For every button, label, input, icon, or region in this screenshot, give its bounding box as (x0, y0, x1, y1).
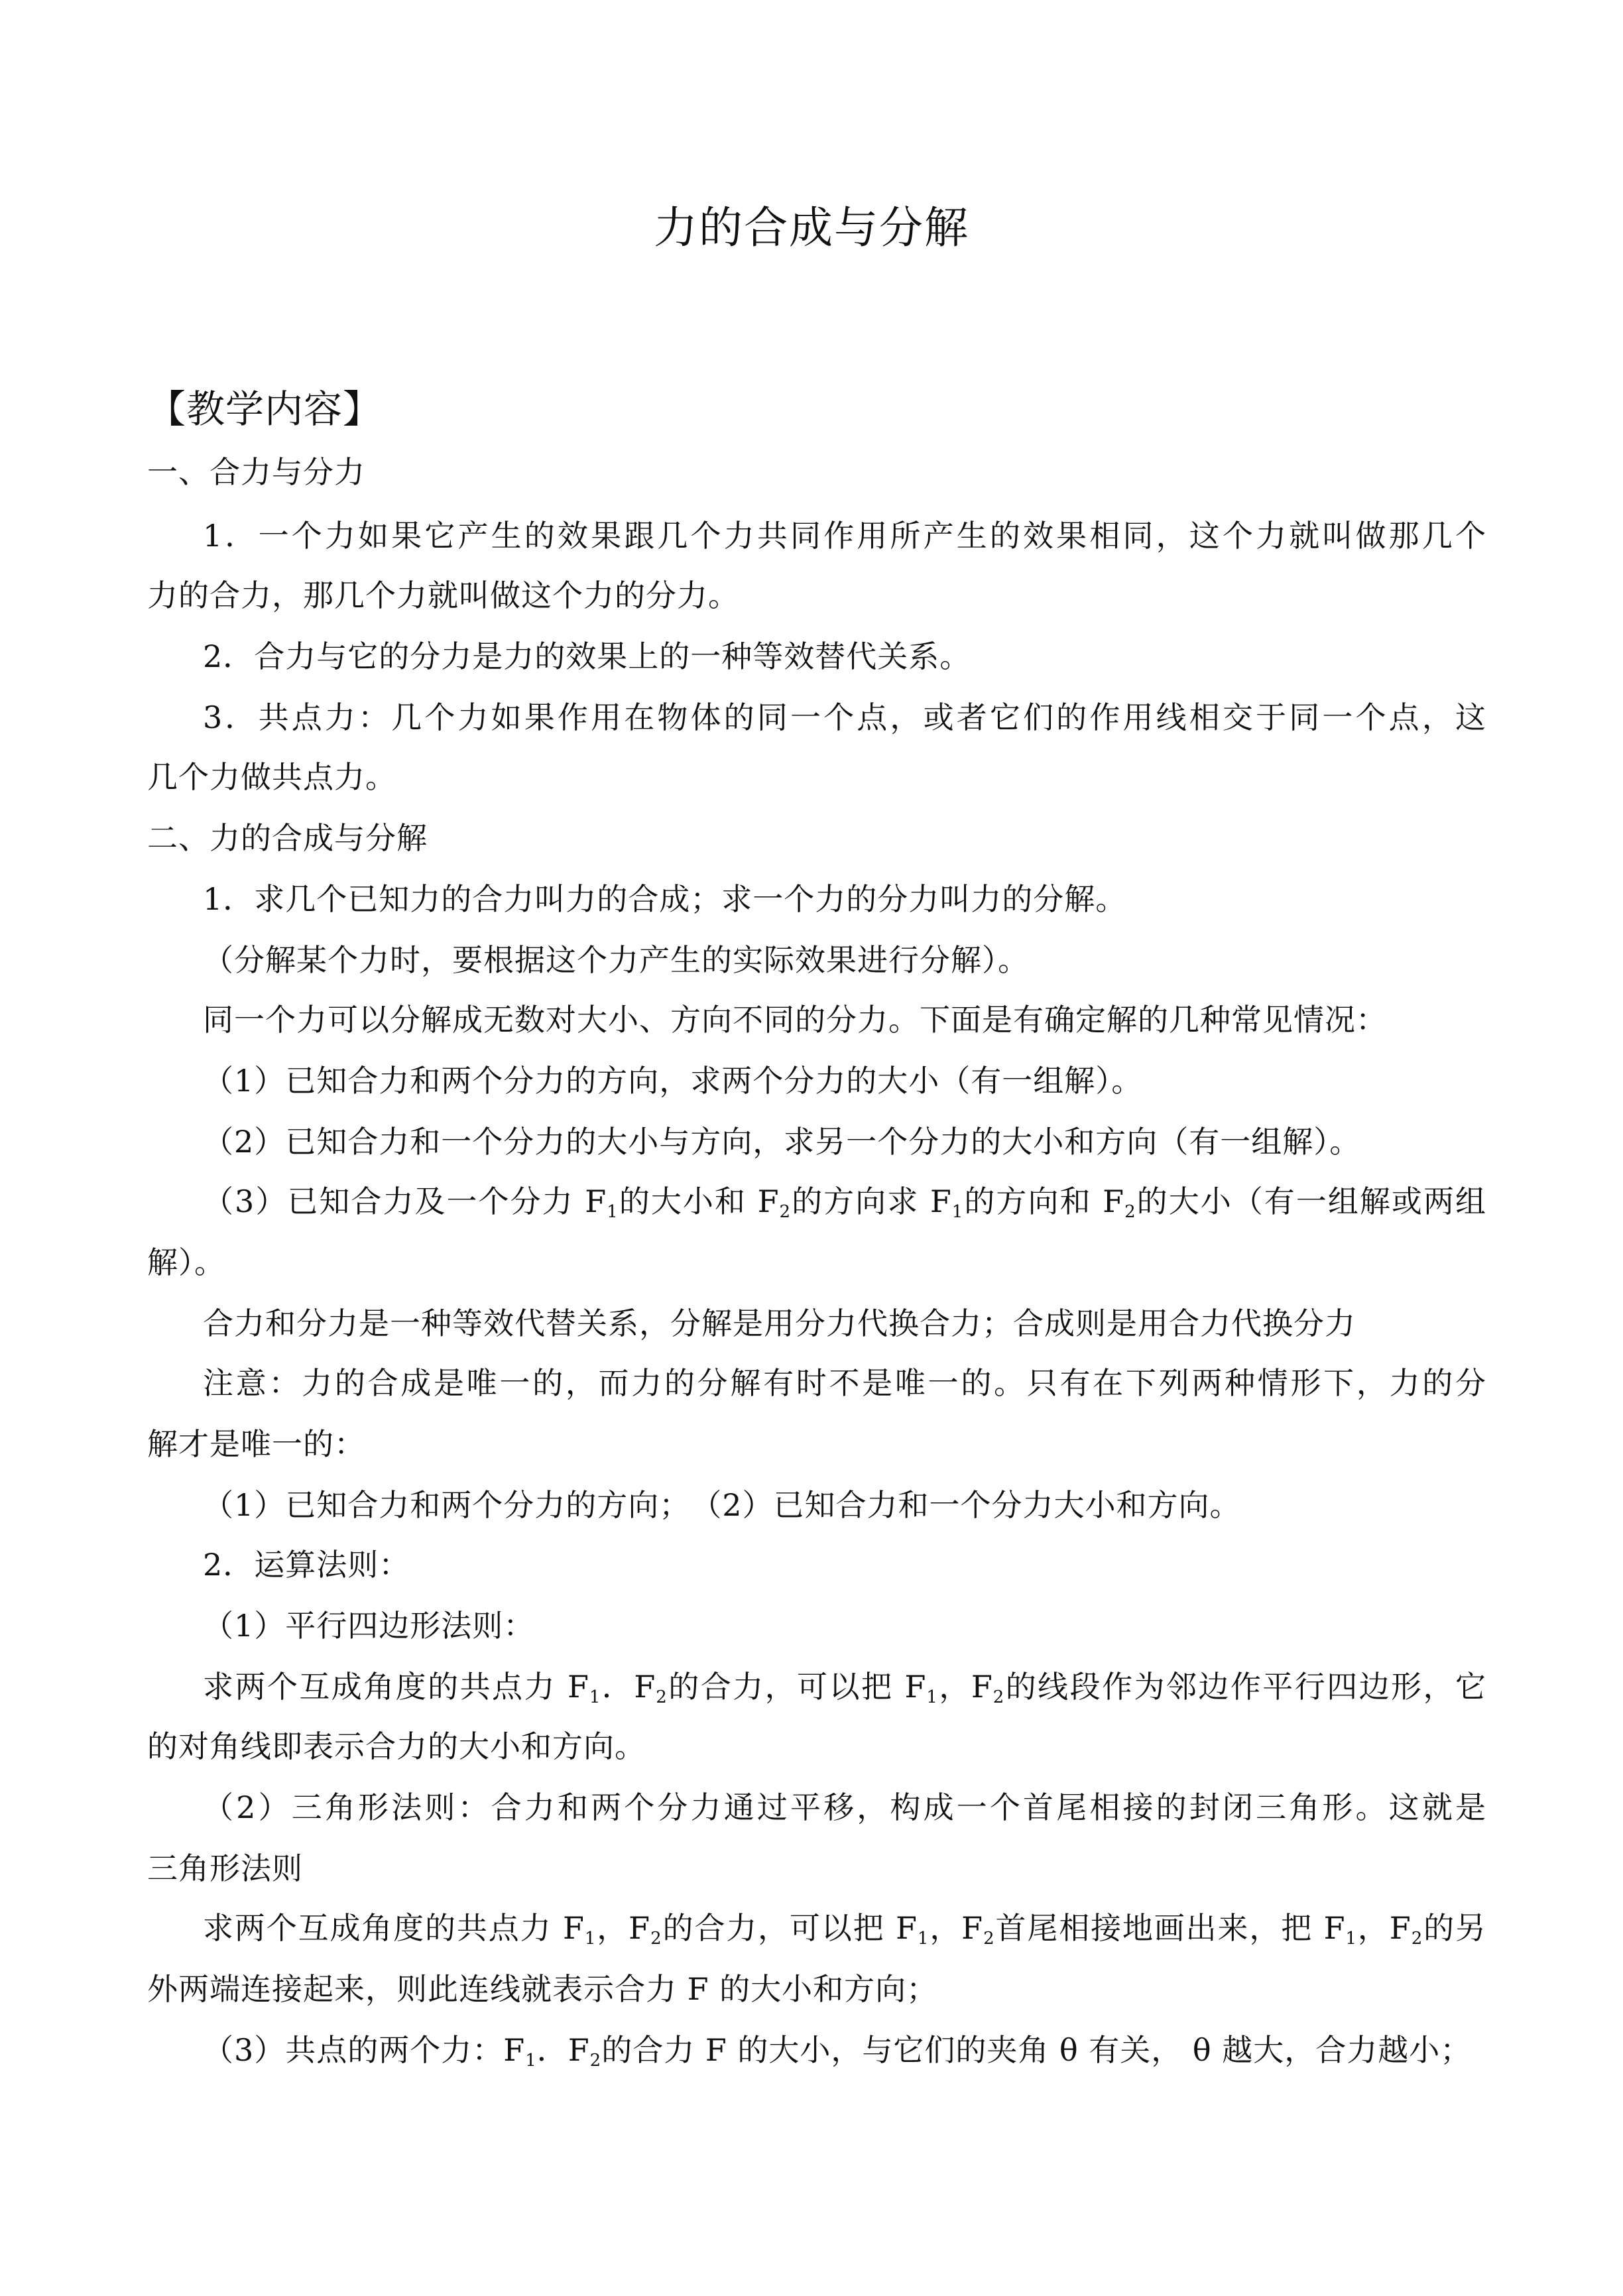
part2-paragraph1-note: （分解某个力时，要根据这个力产生的实际效果进行分解）。 (203, 942, 1029, 978)
part2-paragraph2: 同一个力可以分解成无数对大小、方向不同的分力。下面是有确定解的几种常见情况： (203, 1002, 1387, 1038)
part2-paragraph1: 1．求几个已知力的合力叫力的合成；求一个力的分力叫力的分解。 (203, 881, 1127, 917)
decomposition-case-1: （1）已知合力和两个分力的方向，求两个分力的大小（有一组解）。 (203, 1063, 1143, 1099)
decomposition-case-3-line2: 解）。 (147, 1244, 225, 1280)
page-title: 力的合成与分解 (654, 202, 969, 253)
decomposition-case-2: （2）已知合力和一个分力的大小与方向，求另一个分力的大小和方向（有一组解）。 (203, 1124, 1361, 1160)
rule2-desc-line1: 求两个互成角度的共点力 $F_1$，$F_2$的合力，可以把 $F_1$，$F_2$首尾相接地画出来，把 $F_1$，$F_2$的另 (203, 1910, 1486, 1949)
part1-paragraph3-line2: 几个力做共点力。 (147, 759, 396, 795)
note-line2: 解才是唯一的： (147, 1426, 365, 1462)
rule3-line1: （3）共点的两个力：$F_1$．$F_2$的合力 F 的大小，与它们的夹角 θ 有关， θ 越大，合力越小； (203, 2032, 1472, 2071)
section-heading: 【教学内容】 (147, 387, 383, 432)
rules-heading: 2．运算法则： (203, 1547, 410, 1583)
part1-paragraph3-line1: 3．共点力：几个力如果作用在物体的同一个点，或者它们的作用线相交于同一个点，这 (203, 699, 1486, 735)
note-line1: 注意：力的合成是唯一的，而力的分解有时不是唯一的。只有在下列两种情形下，力的分 (203, 1365, 1486, 1401)
part1-paragraph2: 2．合力与它的分力是力的效果上的一种等效替代关系。 (203, 638, 971, 674)
rule1-line2: 的对角线即表示合力的大小和方向。 (147, 1728, 646, 1764)
part2-heading: 二、力的合成与分解 (147, 820, 428, 856)
unique-cases: （1）已知合力和两个分力的方向； （2）已知合力和一个分力大小和方向。 (203, 1487, 1241, 1523)
rule2-line1: （2）三角形法则：合力和两个分力通过平移，构成一个首尾相接的封闭三角形。这就是 (203, 1789, 1486, 1825)
part1-paragraph1-line1: 1．一个力如果它产生的效果跟几个力共同作用所产生的效果相同，这个力就叫做那几个 (203, 518, 1486, 554)
rule2-desc-line2: 外两端连接起来，则此连线就表示合力 F 的大小和方向； (147, 1971, 938, 2007)
part2-paragraph3: 合力和分力是一种等效代替关系，分解是用分力代换合力；合成则是用合力代换分力 (203, 1305, 1356, 1341)
rule1-heading: （1）平行四边形法则： (203, 1608, 535, 1644)
decomposition-case-3-line1: （3）已知合力及一个分力 $F_1$的大小和 $F_2$的方向求 $F_1$的方向和 $F_2$的大小（有一组解或两组 (203, 1183, 1486, 1222)
part1-heading: 一、合力与分力 (147, 454, 365, 490)
rule1-line1: 求两个互成角度的共点力 $F_1$．$F_2$的合力，可以把 $F_1$，$F_2$的线段作为邻边作平行四边形，它 (203, 1669, 1486, 1707)
rule2-line2: 三角形法则 (147, 1850, 303, 1886)
part1-paragraph1-line2: 力的合力，那几个力就叫做这个力的分力。 (147, 577, 739, 613)
